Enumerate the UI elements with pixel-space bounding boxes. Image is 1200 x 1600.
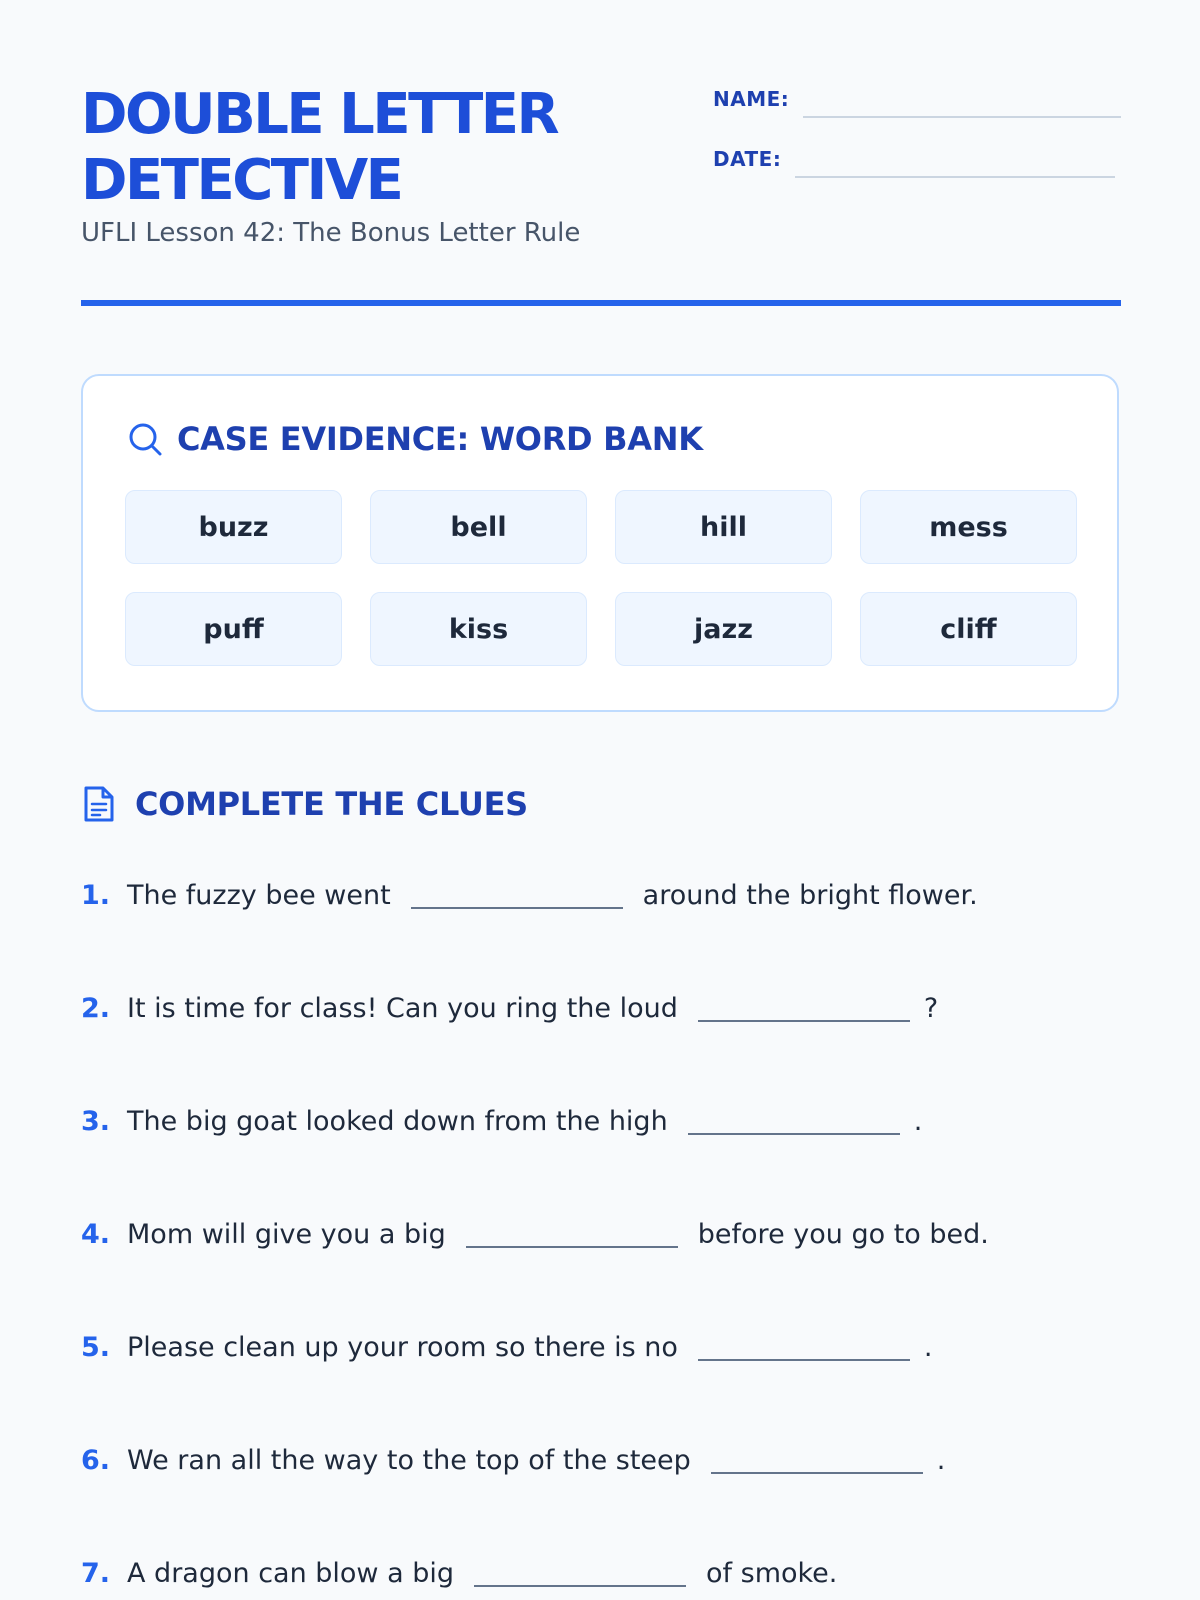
answer-blank[interactable] (466, 1246, 678, 1248)
clue-text-before: Please clean up your room so there is no (127, 1332, 678, 1363)
worksheet-page (81, 0, 1121, 1600)
answer-blank[interactable] (711, 1472, 923, 1474)
clue-text-before: A dragon can blow a big (127, 1558, 455, 1589)
clue-item (81, 1218, 989, 1252)
clue-item (81, 1331, 933, 1365)
clue-number: 4. (81, 1219, 111, 1250)
clue-text-after: ? (923, 993, 939, 1024)
page-subtitle: UFLI Lesson 42: The Bonus Letter Rule (81, 218, 581, 248)
clue-text-after: before you go to bed. (697, 1219, 989, 1250)
clue-text-before: The big goat looked down from the high (127, 1106, 668, 1137)
date-label: DATE: (713, 147, 782, 171)
worksheet-header (81, 82, 1121, 262)
clue-number: 5. (81, 1332, 111, 1363)
name-field (713, 86, 1121, 112)
word-chip: puff (125, 592, 342, 666)
clue-text-after: . (913, 1106, 923, 1137)
word-chip: buzz (125, 490, 342, 564)
clue-text-before: Mom will give you a big (127, 1219, 446, 1250)
answer-blank[interactable] (411, 907, 623, 909)
word-bank-heading (127, 420, 703, 458)
clue-text-after: of smoke. (706, 1558, 838, 1589)
answer-blank[interactable] (698, 1359, 910, 1361)
header-divider (81, 300, 1121, 306)
answer-blank[interactable] (688, 1133, 900, 1135)
clue-text-before: We ran all the way to the top of the steep (127, 1445, 691, 1476)
clues-heading (81, 785, 528, 823)
clue-text-after: . (936, 1445, 946, 1476)
answer-blank[interactable] (698, 1020, 910, 1022)
word-chip: kiss (370, 592, 587, 666)
word-chip: hill (615, 490, 832, 564)
clue-number: 1. (81, 880, 111, 911)
clues-title: COMPLETE THE CLUES (135, 785, 528, 823)
date-input-line[interactable] (795, 176, 1115, 178)
word-bank-grid (125, 490, 1073, 666)
clue-number: 7. (81, 1558, 111, 1589)
document-icon (81, 785, 117, 823)
clue-number: 2. (81, 993, 111, 1024)
clue-text-after: . (923, 1332, 933, 1363)
clue-item (81, 1557, 837, 1591)
date-field (713, 146, 1115, 172)
clue-item (81, 879, 978, 913)
clue-number: 6. (81, 1445, 111, 1476)
word-bank-panel (81, 374, 1119, 712)
word-chip: mess (860, 490, 1077, 564)
clue-item (81, 992, 938, 1026)
word-chip: jazz (615, 592, 832, 666)
clue-text-after: around the bright flower. (642, 880, 978, 911)
clue-item (81, 1444, 945, 1478)
word-chip: bell (370, 490, 587, 564)
clue-item (81, 1105, 922, 1139)
name-input-line[interactable] (803, 116, 1121, 118)
magnifier-icon (127, 421, 163, 457)
clue-number: 3. (81, 1106, 111, 1137)
page-title: DOUBLE LETTER DETECTIVE (81, 82, 558, 213)
clue-text-before: The fuzzy bee went (127, 880, 391, 911)
name-label: NAME: (713, 87, 790, 111)
clue-text-before: It is time for class! Can you ring the loud (127, 993, 678, 1024)
word-bank-title: CASE EVIDENCE: WORD BANK (177, 420, 703, 458)
word-chip: cliff (860, 592, 1077, 666)
answer-blank[interactable] (474, 1585, 686, 1587)
